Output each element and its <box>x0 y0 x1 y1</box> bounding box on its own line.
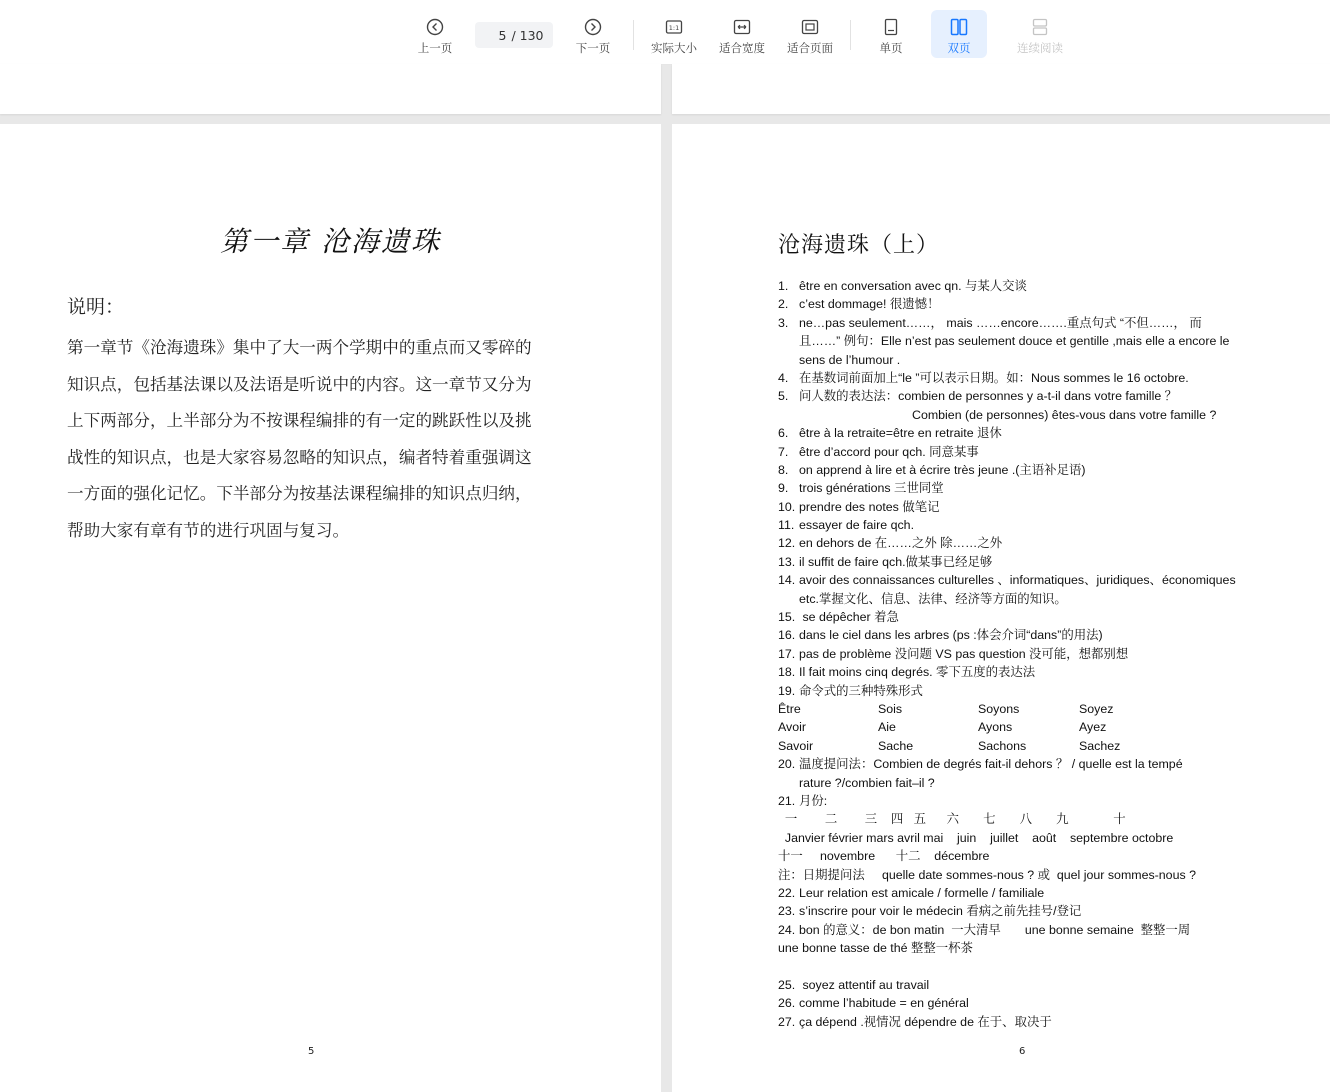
item-text: comme l’habitude = en général <box>799 996 969 1011</box>
item-text: Leur relation est amicale / formelle / familiale <box>799 885 1045 900</box>
list-item <box>778 314 1268 332</box>
item-text: soyez attentif au travail <box>799 977 930 992</box>
months-chinese: 一 二 三 四 五 六 七 八 九 十 <box>778 812 1126 827</box>
item-text: 月份: <box>799 793 828 808</box>
chevron-right-circle-icon <box>583 17 603 37</box>
item-number: 27. <box>778 1014 796 1029</box>
double-page-icon <box>949 17 969 37</box>
list-item <box>778 792 1268 810</box>
list-item <box>778 976 1268 994</box>
actual-size-label: 实际大小 <box>651 41 697 55</box>
page-total: / 130 <box>511 27 544 43</box>
list-item <box>778 626 1268 644</box>
item-number: 2. <box>778 297 789 312</box>
note-line: 帮助大家有章有节的进行巩固与复习。 <box>67 520 350 540</box>
list-item <box>778 516 1268 534</box>
item-text: bon 的意义：de bon matin 一大清早 une bonne semaine 整整一周 <box>799 922 1191 937</box>
list-item <box>778 387 1268 405</box>
list-item-continuation: une bonne tasse de thé 整整一杯茶 <box>778 941 973 956</box>
list-item <box>778 682 1268 700</box>
item-text: il suffit de faire qch.做某事已经足够 <box>799 554 993 569</box>
page-number: 6 <box>1019 1046 1026 1057</box>
toolbar-divider <box>850 20 851 50</box>
item-number: 12. <box>778 536 796 551</box>
chapter-title: 第一章 沧海遗珠 <box>220 225 441 258</box>
continuous-reading-icon <box>1030 17 1050 37</box>
list-item <box>778 645 1268 663</box>
item-number: 6. <box>778 426 789 441</box>
list-item-continuation: etc.掌握文化、信息、法律、经济等方面的知识。 <box>799 591 1067 606</box>
item-number: 1. <box>778 279 789 293</box>
imperative-cell: Ayons <box>978 720 1013 735</box>
imperative-cell: Soyons <box>978 701 1020 716</box>
imperative-cell: Sois <box>878 701 903 716</box>
single-page-label: 单页 <box>879 41 903 55</box>
item-text: avoir des connaissances culturelles 、informatiques、juridiques、économiques <box>799 573 1236 588</box>
list-item-continuation: sens de l’humour . <box>799 352 901 367</box>
note-line: 上下两部分，上半部分为不按课程编排的有一定的跳跃性以及挑 <box>67 411 532 431</box>
item-text: 温度提问法：Combien de degrés fait-il dehors ？ / quelle est la tempé <box>799 757 1183 772</box>
imperative-row <box>778 700 1268 718</box>
imperative-cell: Avoir <box>778 720 807 735</box>
list-item <box>778 884 1268 902</box>
item-number: 17. <box>778 646 796 661</box>
item-number: 21. <box>778 793 796 808</box>
document-page-left <box>0 124 661 1092</box>
actual-size-button[interactable] <box>645 10 703 58</box>
list-item <box>778 479 1268 497</box>
fit-page-button[interactable] <box>782 10 838 58</box>
prev-page-label: 上一页 <box>417 41 453 55</box>
list-item <box>778 755 1268 773</box>
list-item <box>778 994 1268 1012</box>
imperative-cell: Sache <box>878 738 914 753</box>
note-body <box>67 330 559 550</box>
note-line: 知识点，包括基法课以及法语是听说中的内容。这一章节又分为 <box>67 374 532 394</box>
imperative-cell: Sachez <box>1079 738 1121 753</box>
item-text: dans le ciel dans les arbres (ps :体会介词“dans”的用法) <box>799 628 1103 643</box>
item-number: 11. <box>778 518 795 533</box>
imperative-cell: Ayez <box>1079 720 1107 735</box>
item-number: 24. <box>778 922 796 937</box>
page-indicator <box>475 22 553 48</box>
item-text: pas de problème 没问题 VS pas question 没可能，想都别想 <box>799 646 1129 661</box>
item-number: 15. <box>778 610 796 625</box>
item-number: 26. <box>778 996 796 1011</box>
item-number: 5. <box>778 389 789 404</box>
fit-page-label: 适合页面 <box>787 41 833 55</box>
note-heading: 说明： <box>67 296 125 318</box>
item-number: 16. <box>778 628 796 643</box>
note-line: 战性的知识点，也是大家容易忽略的知识点，编者特着重强调这 <box>67 447 532 467</box>
item-text: ça dépend .视情况 dépendre de 在于、取决于 <box>799 1014 1052 1029</box>
svg-text:1:1: 1:1 <box>668 24 680 32</box>
imperative-cell: Sachons <box>978 738 1027 753</box>
continuous-reading-label: 连续阅读 <box>1017 41 1063 55</box>
months-french-continued: 十一 novembre 十二 décembre <box>778 849 990 864</box>
imperative-row <box>778 737 1268 755</box>
item-number: 10. <box>778 499 796 514</box>
list-item-continuation: 且……” 例句：Elle n’est pas seulement douce et gentille ,mais elle a encore le <box>799 334 1230 349</box>
list-item <box>778 553 1268 571</box>
prev-page-button[interactable] <box>412 10 458 58</box>
list-item <box>778 277 1268 295</box>
list-item <box>778 534 1268 552</box>
double-page-label: 双页 <box>947 41 971 55</box>
imperative-cell: Soyez <box>1079 701 1114 716</box>
item-number: 13. <box>778 554 796 569</box>
list-item <box>778 921 1268 939</box>
page-number-input[interactable] <box>484 28 506 43</box>
list-item <box>778 608 1268 626</box>
fit-width-button[interactable] <box>714 10 770 58</box>
next-page-label: 下一页 <box>575 41 611 55</box>
list-item <box>778 902 1268 920</box>
item-number: 8. <box>778 462 789 477</box>
item-text: prendre des notes 做笔记 <box>799 499 940 514</box>
single-page-icon <box>881 17 901 37</box>
list-item <box>778 443 1268 461</box>
item-text: être d’accord pour qch. 同意某事 <box>799 444 979 459</box>
next-page-button[interactable] <box>570 10 616 58</box>
item-number: 19. <box>778 683 796 698</box>
item-text: 问人数的表达法：combien de personnes y a-t-il dans votre famille ？ <box>799 389 1178 404</box>
fit-width-icon <box>732 17 752 37</box>
list-item <box>778 1013 1268 1031</box>
list-item <box>778 295 1268 313</box>
item-number: 20. <box>778 757 796 772</box>
item-number: 23. <box>778 904 796 919</box>
continuous-reading-button[interactable] <box>1010 10 1070 58</box>
imperative-row <box>778 718 1268 736</box>
item-text: se dépêcher 着急 <box>799 610 899 625</box>
item-number: 14. <box>778 573 796 588</box>
item-text: 命令式的三种特殊形式 <box>799 683 923 698</box>
item-text: en dehors de 在……之外 除……之外 <box>799 536 1003 551</box>
section-title: 沧海遗珠（上） <box>778 233 940 258</box>
fit-width-label: 适合宽度 <box>719 41 765 55</box>
vocab-list <box>778 277 1268 1031</box>
reader-toolbar <box>0 0 1330 65</box>
actual-size-icon <box>664 17 684 37</box>
double-page-button[interactable] <box>931 10 987 58</box>
item-text: ne…pas seulement……， mais ……encore…….重点句式 “不但……， 而 <box>799 315 1202 330</box>
note-line: 第一章节《沧海遗珠》集中了大一两个学期中的重点而又零碎的 <box>67 338 532 357</box>
imperative-cell: Savoir <box>778 738 814 753</box>
list-item <box>778 369 1268 387</box>
toolbar-divider <box>633 20 634 50</box>
document-page-right <box>672 124 1330 1092</box>
item-number: 3. <box>778 315 789 330</box>
item-text: Il fait moins cinq degrés. 零下五度的表达法 <box>799 665 1036 680</box>
note-line: 一方面的强化记忆。下半部分为按基法课程编排的知识点归纳， <box>67 484 532 504</box>
list-item <box>778 663 1268 681</box>
list-item <box>778 461 1268 479</box>
list-item <box>778 571 1268 589</box>
item-text: c’est dommage! 很遗憾！ <box>799 297 940 312</box>
item-text: 在基数词前面加上“le ”可以表示日期。如：Nous sommes le 16 octobre. <box>799 370 1189 385</box>
previous-page-left <box>0 64 661 114</box>
item-text: essayer de faire qch. <box>799 518 915 533</box>
chevron-left-circle-icon <box>425 17 445 37</box>
imperative-cell: Aie <box>878 720 896 735</box>
item-number: 18. <box>778 665 796 680</box>
item-text: trois générations 三世同堂 <box>799 481 944 496</box>
list-item <box>778 498 1268 516</box>
item-number: 9. <box>778 481 789 496</box>
single-page-button[interactable] <box>866 10 916 58</box>
date-question-note: 注：日期提问法 quelle date sommes-nous ? 或 quel jour sommes-nous ? <box>778 867 1196 882</box>
previous-page-right <box>672 64 1330 114</box>
list-item <box>778 424 1268 442</box>
item-text: être à la retraite=être en retraite 退休 <box>799 426 1002 441</box>
item-number: 22. <box>778 885 796 900</box>
page-number: 5 <box>308 1046 315 1057</box>
list-item-continuation: Combien (de personnes) êtes-vous dans votre famille ? <box>912 407 1217 422</box>
item-number: 25. <box>778 977 796 992</box>
months-french: Janvier février mars avril mai juin juillet août septembre octobre <box>778 830 1174 845</box>
list-item-continuation: rature ?/combien fait–il ? <box>799 775 935 790</box>
imperative-cell: Être <box>778 701 801 716</box>
item-text: on apprend à lire et à écrire très jeune .(主语补足语) <box>799 462 1086 477</box>
item-text: s’inscrire pour voir le médecin 看病之前先挂号/登记 <box>799 904 1082 919</box>
fit-page-icon <box>800 17 820 37</box>
item-text: être en conversation avec qn. 与某人交谈 <box>799 279 1027 293</box>
item-number: 7. <box>778 444 789 459</box>
blank-line <box>778 957 1268 975</box>
item-number: 4. <box>778 370 789 385</box>
